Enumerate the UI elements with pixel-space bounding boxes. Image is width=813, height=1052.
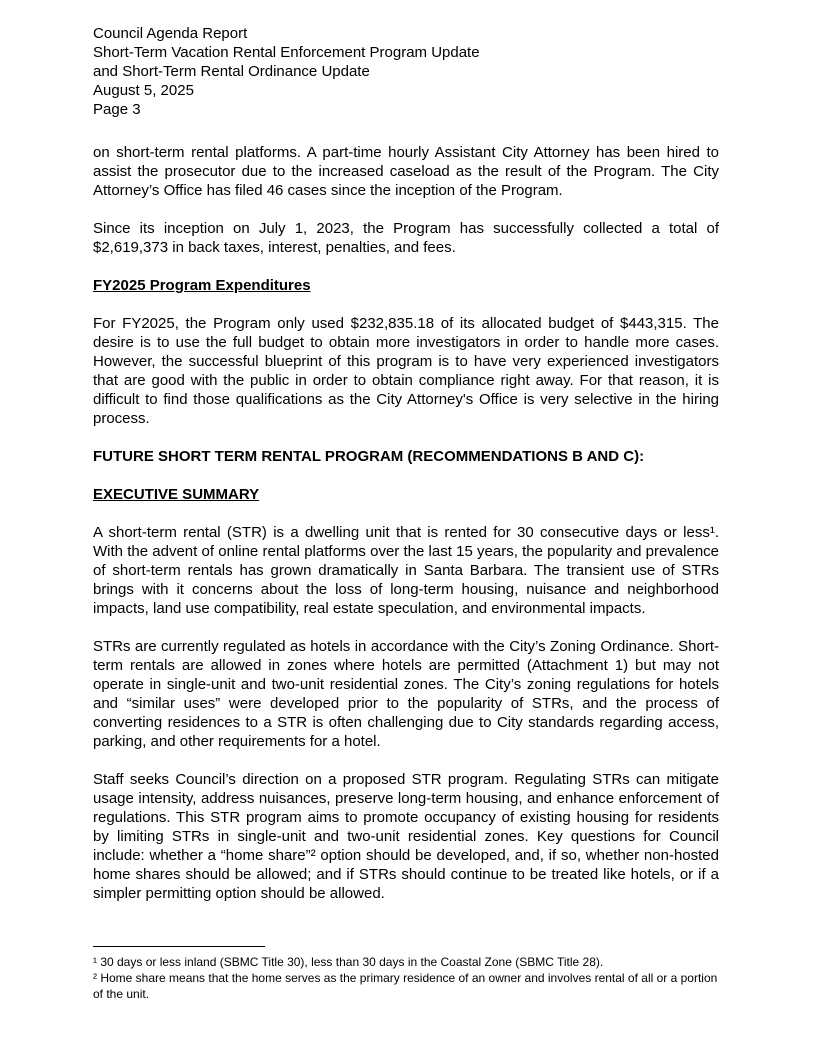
paragraph-council-direction: Staff seeks Council’s direction on a proposed STR program. Regulating STRs can mitigate usage intensity, address nuisances, preserve long-term housing, and enhance enforcement of regulations. This STR program aims to promote occupancy of existing housing for residents by limiting STRs in single-unit and two-unit residential zones. Key questions for Council include: whether a “home share”² option should be developed, and, if so, whether non-hosted home shares should be allowed; and if STRs should continue to be treated like hotels, or if a simpler permitting option should be allowed. bbox=[93, 771, 719, 902]
header-page-number: Page 3 bbox=[93, 101, 141, 118]
heading-fy2025-program-expenditures: FY2025 Program Expenditures bbox=[93, 277, 311, 294]
footnote-2: ² Home share means that the home serves as the primary residence of an owner and involves rental of all or a portion of the unit. bbox=[93, 971, 718, 1001]
paragraph-budget-usage: For FY2025, the Program only used $232,835.18 of its allocated budget of $443,315. The desire is to use the full budget to obtain more investigators in order to handle more cases. However, the successful blueprint of this program is to have very experienced investigators that are good with the public in order to obtain compliance right away. For that reason, it is difficult to find those qualifications as the City Attorney's Office is very selective in the hiring process. bbox=[93, 315, 719, 427]
footnote-1: ¹ 30 days or less inland (SBMC Title 30), less than 30 days in the Coastal Zone (SBMC Title 28). bbox=[93, 955, 604, 969]
document-header bbox=[93, 24, 719, 119]
header-subject-line-2: and Short-Term Rental Ordinance Update bbox=[93, 63, 370, 80]
header-report-title: Council Agenda Report bbox=[93, 25, 248, 42]
paragraph-collections-total: Since its inception on July 1, 2023, the Program has successfully collected a total of $2,619,373 in back taxes, interest, penalties, and fees. bbox=[93, 220, 719, 256]
paragraph-str-regulation: STRs are currently regulated as hotels in accordance with the City’s Zoning Ordinance. Short-term rentals are allowed in zones where hotels are permitted (Attachment 1) but may not operate in single-unit and two-unit residential zones. The City’s zoning regulations for hotels and “similar uses” were developed prior to the popularity of STRs, and the process of converting residences to a STR is often challenging due to City standards regarding access, parking, and other requirements for a hotel. bbox=[93, 638, 719, 750]
paragraph-str-definition: A short-term rental (STR) is a dwelling unit that is rented for 30 consecutive days or less¹. With the advent of online rental platforms over the last 15 years, the popularity and prevalence of short-term rentals has grown dramatically in Santa Barbara. The transient use of STRs brings with it concerns about the loss of long-term housing, nuisance and neighborhood impacts, land use compatibility, real estate speculation, and environmental impacts. bbox=[93, 524, 719, 617]
footnotes-section bbox=[93, 946, 719, 1002]
header-date: August 5, 2025 bbox=[93, 82, 194, 99]
document-body bbox=[93, 143, 719, 922]
footnote-separator bbox=[93, 946, 265, 947]
header-subject-line-1: Short-Term Vacation Rental Enforcement Program Update bbox=[93, 44, 480, 61]
heading-future-short-term-rental-program: FUTURE SHORT TERM RENTAL PROGRAM (RECOMMENDATIONS B AND C): bbox=[93, 448, 645, 465]
paragraph-enforcement-continued: on short-term rental platforms. A part-time hourly Assistant City Attorney has been hired to assist the prosecutor due to the increased caseload as the result of the Program. The City Attorney’s Office has filed 46 cases since the inception of the Program. bbox=[93, 144, 719, 199]
heading-executive-summary: EXECUTIVE SUMMARY bbox=[93, 486, 260, 503]
